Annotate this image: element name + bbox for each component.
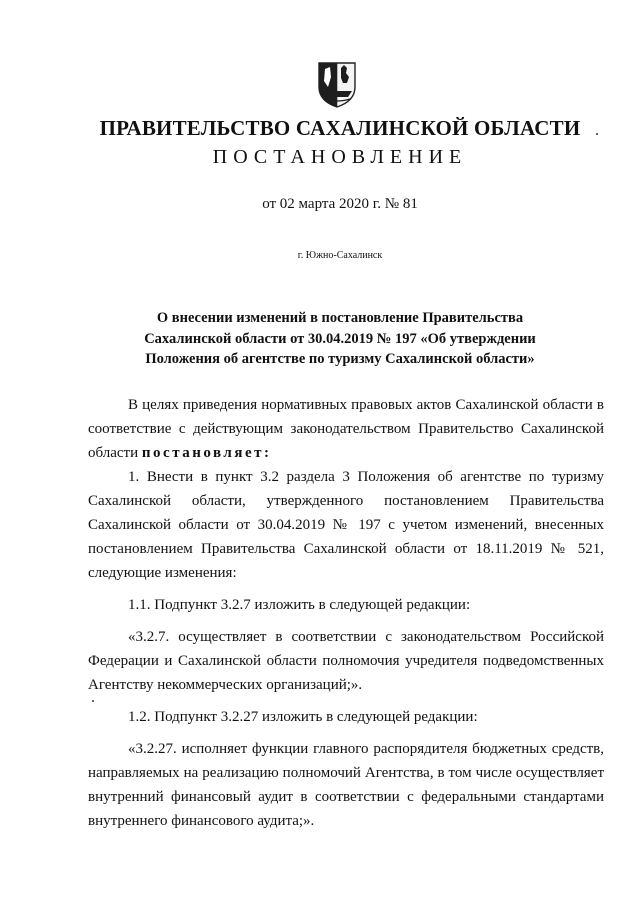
decree-body: [88, 393, 604, 833]
scan-speck: [596, 133, 598, 135]
preamble-paragraph: [88, 393, 604, 465]
decree-date-number: от 02 марта 2020 г. № 81: [262, 196, 418, 212]
subject-line-1: О внесении изменений в постановление Правительства: [156, 310, 524, 326]
subject-line-3: Положения об агентстве по туризму Сахалинской области»: [145, 351, 535, 367]
decree-subject: [0, 308, 640, 370]
item-1-2-paragraph: 1.2. Подпункт 3.2.27 изложить в следующей редакции:: [128, 709, 478, 725]
item-1-paragraph: 1. Внести в пункт 3.2 раздела 3 Положения об агентстве по туризму Сахалинской области, утвержденного постановлением Правительства Сахалинской области от 30.04.2019 № 197 с учетом изменений, внесенных постановлением Правительства Сахалинской области от 18.11.2019 № 521, следующие изменения:: [88, 469, 604, 581]
item-1-1-paragraph: 1.1. Подпункт 3.2.7 изложить в следующей редакции:: [128, 597, 471, 613]
preamble-text: В целях приведения нормативных правовых актов Сахалинской области в соответствие с действующим законодательством Правительство Сахалинской области: [88, 397, 604, 461]
quote-3-2-27-paragraph: «3.2.27. исполняет функции главного распорядителя бюджетных средств, направляемых на реализацию полномочий Агентства, в том числе осуществляет внутренний финансовый аудит в соответствии с федеральными стандартами внутреннего финансового аудита;».: [88, 741, 604, 829]
sakhalin-coat-of-arms-icon: [316, 57, 358, 109]
scan-speck: [92, 700, 94, 702]
quote-3-2-7-paragraph: «3.2.7. осуществляет в соответствии с законодательством Российской Федерации и Сахалинской области полномочия учредителя подведомственных Агентству некоммерческих организаций;».: [88, 629, 604, 693]
subject-line-2: Сахалинской области от 30.04.2019 № 197 «Об утверждении: [144, 330, 536, 347]
resolves-word: постановляет:: [141, 445, 272, 461]
city-label: г. Южно-Сахалинск: [297, 250, 383, 261]
document-type: ПОСТАНОВЛЕНИЕ: [212, 146, 468, 168]
government-title: ПРАВИТЕЛЬСТВО САХАЛИНСКОЙ ОБЛАСТИ: [99, 116, 581, 140]
